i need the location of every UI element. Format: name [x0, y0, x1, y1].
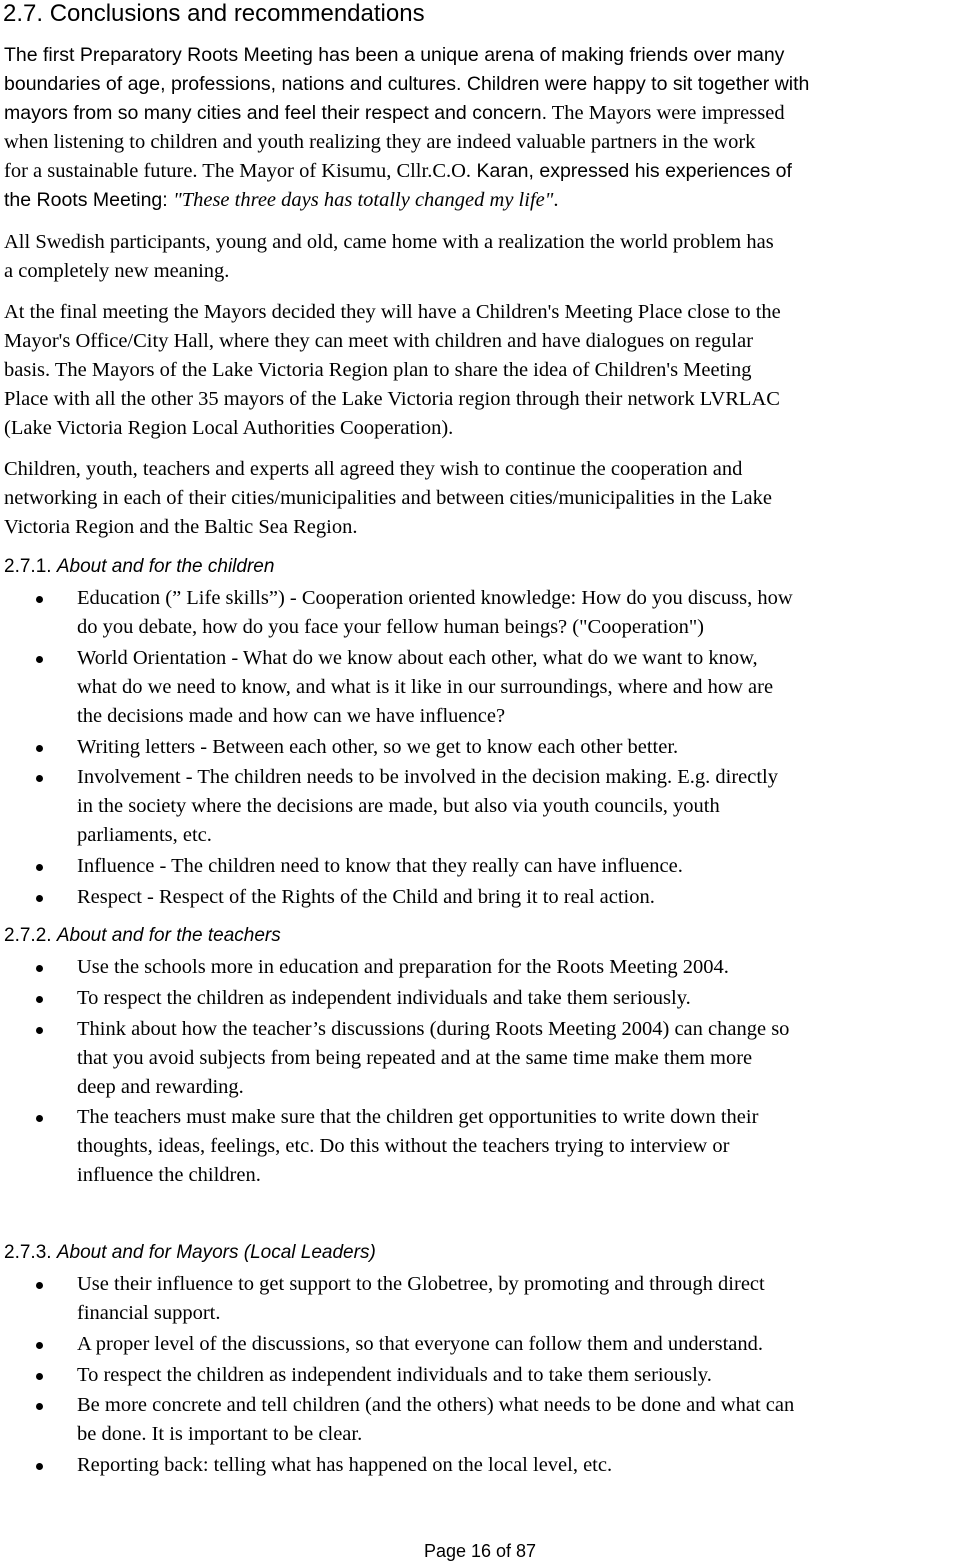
paragraph-segment: Karan, expressed his experiences of	[471, 160, 792, 182]
list-line: To respect the children as independent individuals and to take them seriously.	[77, 1363, 712, 1386]
subsection-heading-teachers	[4, 923, 281, 949]
bullet-list-children	[0, 584, 960, 914]
subsection-number: 2.7.2.	[4, 925, 52, 946]
paragraph-line: (Lake Victoria Region Local Authorities Cooperation).	[4, 417, 454, 439]
bullet-icon	[36, 775, 43, 782]
list-line: Think about how the teacher’s discussions (during Roots Meeting 2004) can change so	[77, 1017, 790, 1040]
paragraph-line: basis. The Mayors of the Lake Victoria Region plan to share the idea of Children's Meeting	[4, 359, 752, 381]
subsection-number: 2.7.1.	[4, 556, 52, 577]
list-line: what do we need to know, and what is it like in our surroundings, where and how are	[77, 675, 774, 698]
bullet-list-teachers	[0, 953, 960, 1192]
list-line: Involvement - The children needs to be involved in the decision making. E.g. directly	[77, 766, 778, 789]
list-line: Be more concrete and tell children (and the others) what needs to be done and what can	[77, 1394, 795, 1417]
list-item	[0, 852, 960, 881]
bullet-icon	[36, 895, 43, 902]
section-heading: 2.7. Conclusions and recommendations	[3, 0, 425, 27]
paragraph-segment: for a sustainable future. The Mayor of Kisumu, Cllr.C.O.	[4, 160, 472, 182]
list-line: Use their influence to get support to the Globetree, by promoting and through direct	[77, 1273, 765, 1295]
list-item	[0, 1391, 960, 1449]
list-line: Education (” Life skills”) - Cooperation oriented knowledge: How do you discuss, how	[77, 587, 793, 609]
bullet-icon	[36, 596, 43, 603]
paragraph-line: At the final meeting the Mayors decided they will have a Children's Meeting Place close to the	[4, 301, 781, 323]
list-line: in the society where the decisions are made, but also via youth councils, youth	[77, 795, 720, 818]
bullet-icon	[36, 1463, 43, 1470]
quote: "These three days has totally changed my life"	[173, 189, 554, 211]
paragraph-line: a completely new meaning.	[4, 260, 230, 282]
paragraph-line: The first Preparatory Roots Meeting has been a unique arena of making friends over many	[4, 44, 785, 66]
list-line: be done. It is important to be clear.	[77, 1423, 363, 1446]
paragraph-line: Children, youth, teachers and experts all agreed they wish to continue the cooperation and	[4, 458, 743, 480]
list-item	[0, 953, 960, 982]
paragraph-line	[4, 99, 809, 128]
list-line: Respect - Respect of the Rights of the Child and bring it to real action.	[77, 885, 655, 908]
list-item	[0, 1103, 960, 1190]
list-item	[0, 733, 960, 762]
paragraph-final-meeting	[4, 298, 781, 443]
list-line: the decisions made and how can we have influence?	[77, 704, 506, 727]
paragraph-cooperation	[4, 455, 772, 542]
subsection-heading-mayors	[4, 1240, 376, 1266]
bullet-icon	[36, 656, 43, 663]
paragraph-line: networking in each of their cities/municipalities and between cities/municipalities in the Lake	[4, 487, 772, 509]
subsection-heading-children	[4, 554, 274, 580]
paragraph-segment: The Mayors were impressed	[547, 102, 785, 124]
bullet-icon	[36, 1373, 43, 1380]
list-line: thoughts, ideas, feelings, etc. Do this without the teachers trying to interview or	[77, 1135, 730, 1158]
paragraph-segment: the Roots Meeting:	[4, 189, 174, 211]
list-line: To respect the children as independent individuals and take them seriously.	[77, 986, 691, 1009]
list-item	[0, 584, 960, 642]
list-item	[0, 644, 960, 731]
list-item	[0, 1451, 960, 1480]
paragraph-line	[4, 186, 809, 215]
paragraph-intro	[4, 41, 809, 215]
paragraph-line: All Swedish participants, young and old, came home with a realization the world problem has	[4, 231, 774, 253]
list-item	[0, 763, 960, 850]
list-line: deep and rewarding.	[77, 1075, 244, 1098]
list-line: that you avoid subjects from being repeated and at the same time make them more	[77, 1046, 753, 1069]
list-item	[0, 883, 960, 912]
list-item	[0, 984, 960, 1013]
bullet-icon	[36, 1403, 43, 1410]
list-item	[0, 1361, 960, 1390]
bullet-icon	[36, 1027, 43, 1034]
page-footer: Page 16 of 87	[423, 1541, 537, 1561]
list-line: The teachers must make sure that the children get opportunities to write down their	[77, 1106, 759, 1129]
list-line: financial support.	[77, 1302, 221, 1324]
paragraph-line: boundaries of age, professions, nations and cultures. Children were happy to sit together with	[4, 73, 810, 95]
list-item	[0, 1270, 960, 1328]
paragraph-line: Place with all the other 35 mayors of the Lake Victoria region through their network LVRLAC	[4, 388, 780, 410]
list-line: Reporting back: telling what has happened on the local level, etc.	[77, 1454, 613, 1477]
list-line: do you debate, how do you face your fellow human beings? ("Cooperation")	[77, 616, 705, 638]
list-line: World Orientation - What do we know about each other, what do we want to know,	[77, 646, 758, 669]
list-line: A proper level of the discussions, so that everyone can follow them and understand.	[77, 1332, 764, 1355]
subsection-title: About and for Mayors (Local Leaders)	[56, 1242, 376, 1263]
paragraph-segment: mayors from so many cities and feel their respect and concern.	[4, 102, 547, 124]
bullet-icon	[36, 996, 43, 1003]
paragraph-line	[4, 157, 809, 186]
list-line: parliaments, etc.	[77, 824, 212, 847]
subsection-title: About and for the children	[56, 556, 275, 577]
bullet-icon	[36, 1342, 43, 1349]
bullet-icon	[36, 1282, 43, 1289]
list-item	[0, 1015, 960, 1102]
list-line: Writing letters - Between each other, so we get to know each other better.	[77, 735, 679, 758]
subsection-number: 2.7.3.	[4, 1242, 52, 1263]
paragraph-segment: .	[553, 189, 559, 211]
list-line: influence the children.	[77, 1164, 261, 1187]
subsection-title: About and for the teachers	[56, 925, 281, 946]
paragraph-swedish	[4, 228, 774, 286]
bullet-icon	[36, 864, 43, 871]
list-item	[0, 1330, 960, 1359]
bullet-icon	[36, 1115, 43, 1122]
paragraph-line: when listening to children and youth realizing they are indeed valuable partners in the work	[4, 131, 756, 153]
list-line: Use the schools more in education and preparation for the Roots Meeting 2004.	[77, 956, 729, 978]
bullet-icon	[36, 745, 43, 752]
list-line: Influence - The children need to know that they really can have influence.	[77, 855, 683, 878]
paragraph-line: Victoria Region and the Baltic Sea Region.	[4, 516, 358, 538]
paragraph-line: Mayor's Office/City Hall, where they can meet with children and have dialogues on regular	[4, 330, 754, 352]
bullet-list-mayors	[0, 1270, 960, 1482]
bullet-icon	[36, 965, 43, 972]
